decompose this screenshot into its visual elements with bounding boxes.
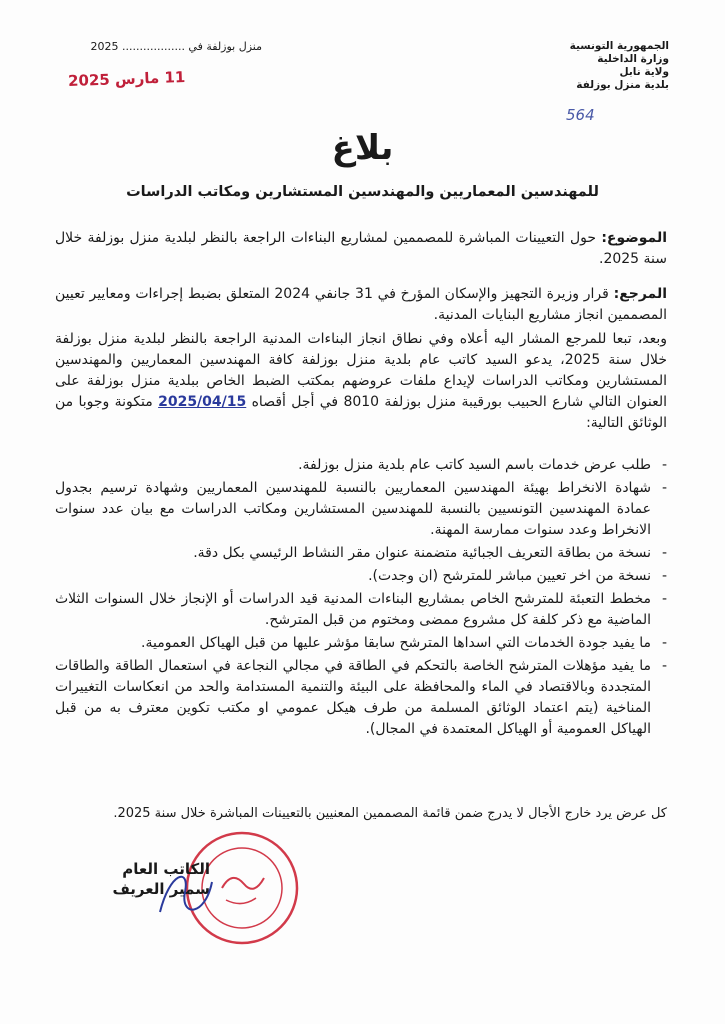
reference-label: المرجع: (613, 286, 667, 302)
municipality-line: بلدية منزل بوزلفة (576, 79, 669, 91)
list-item: - مخطط التعبئة للمترشح الخاص بمشاريع البناءات المدنية قيد الدراسات أو الإنجاز خلال السنوات الثلاث الماضية مع ذكر كلفة كل مشروع ممضى ومختوم من قبل المترشح. (55, 589, 667, 631)
issuer-block (519, 40, 669, 92)
signatory-name: سمير العريف (112, 880, 210, 898)
list-item: - ما يفيد مؤهلات المترشح الخاصة بالتحكم في الطاقة في مجالي النجاعة في استعمال الطاقة والطاقات المتجددة وبالاقتصاد في الماء والمحافظة على البيئة والتنمية المستدامة والحد من انعكاسات التغييرات المناخية (يتم اعتماد الوثائق المسلمة من طرف هيكل عمومي او مكتب تكوين معترف به من قبل الهياكل العمومية أو الهياكل المعتمدة في المجال). (55, 656, 667, 740)
reference-paragraph (55, 284, 667, 326)
list-item: - طلب عرض خدمات باسم السيد كاتب عام بلدية منزل بوزلفة. (55, 455, 667, 476)
reference-text: قرار وزيرة التجهيز والإسكان المؤرخ في 31 جانفي 2024 المتعلق بضبط إجراءات ومعايير تعيين المصممين انجاز مشاريع البنايات المدنية. (55, 286, 667, 323)
list-item: - شهادة الانخراط بهيئة المهندسين المعماريين بالنسبة للمهندسين المعماريين وشهادة ترسيم بجدول عمادة المهندسين التونسيين بالنسبة للمهندسين المستشارين ومكاتب الدراسات مع بيان عدد سنوات الانخراط وعدد سنوات ممارسة المهنة. (55, 478, 667, 541)
body-text: وبعد، تبعا للمرجع المشار اليه أعلاه وفي نطاق انجاز البناءات المدنية الراجعة بالنظر لبلدية منزل بوزلفة خلال سنة 2025، يدعو السيد كاتب عام بلدية منزل بوزلفة كافة المهندسين المعماريين والمهندسين المستشارين ومكاتب الدراسات لإيداع ملفات عروضهم بمكتب الضبط الخاص ببلدية منزل بوزلفة على العنوان التالي شارع الحبيب بورقيبة منزل بوزلفة 8010 في أجل أقصاه (55, 331, 667, 410)
subject-paragraph (55, 228, 667, 270)
republic-line: الجمهورية التونسية (569, 40, 669, 52)
body-paragraph (55, 329, 667, 434)
list-item: - نسخة من اخر تعيين مباشر للمترشح (ان وجدت). (55, 566, 667, 587)
list-item: - نسخة من بطاقة التعريف الجبائية متضمنة عنوان مقر النشاط الرئيسي بكل دقة. (55, 543, 667, 564)
required-documents-list (55, 455, 667, 742)
subject-label: الموضوع: (601, 230, 667, 246)
signature-scribble (150, 862, 220, 922)
ministry-line: وزارة الداخلية (597, 53, 669, 65)
deadline-date: 2025/04/15 (158, 394, 247, 410)
registration-number: 564 (566, 106, 595, 124)
body-tail: متكونة وجوبا من الوثائق التالية: (55, 394, 667, 431)
date-stamp: 11 مارس 2025 (67, 67, 186, 91)
page-title: بلاغ (331, 128, 394, 168)
subject-text: حول التعيينات المباشرة للمصممين لمشاريع البناءات الراجعة بالنظر لبلدية منزل بوزلفة خلال سنة 2025. (55, 230, 667, 267)
list-item: - ما يفيد جودة الخدمات التي اسداها المترشح سابقا مؤشر عليها من قبل الهياكل العمومية. (55, 633, 667, 654)
governorate-line: ولاية نابل (619, 66, 669, 78)
closing-note: كل عرض يرد خارج الأجال لا يدرج ضمن قائمة المصممين المعنيين بالتعيينات المباشرة خلال سنة 2025. (113, 806, 667, 821)
place-date-line: منزل بوزلفة في .................. 2025 (90, 40, 262, 53)
page-subtitle: للمهندسين المعماريين والمهندسين المستشارين ومكاتب الدراسات (126, 184, 599, 200)
signatory-title: الكاتب العام (122, 860, 210, 878)
